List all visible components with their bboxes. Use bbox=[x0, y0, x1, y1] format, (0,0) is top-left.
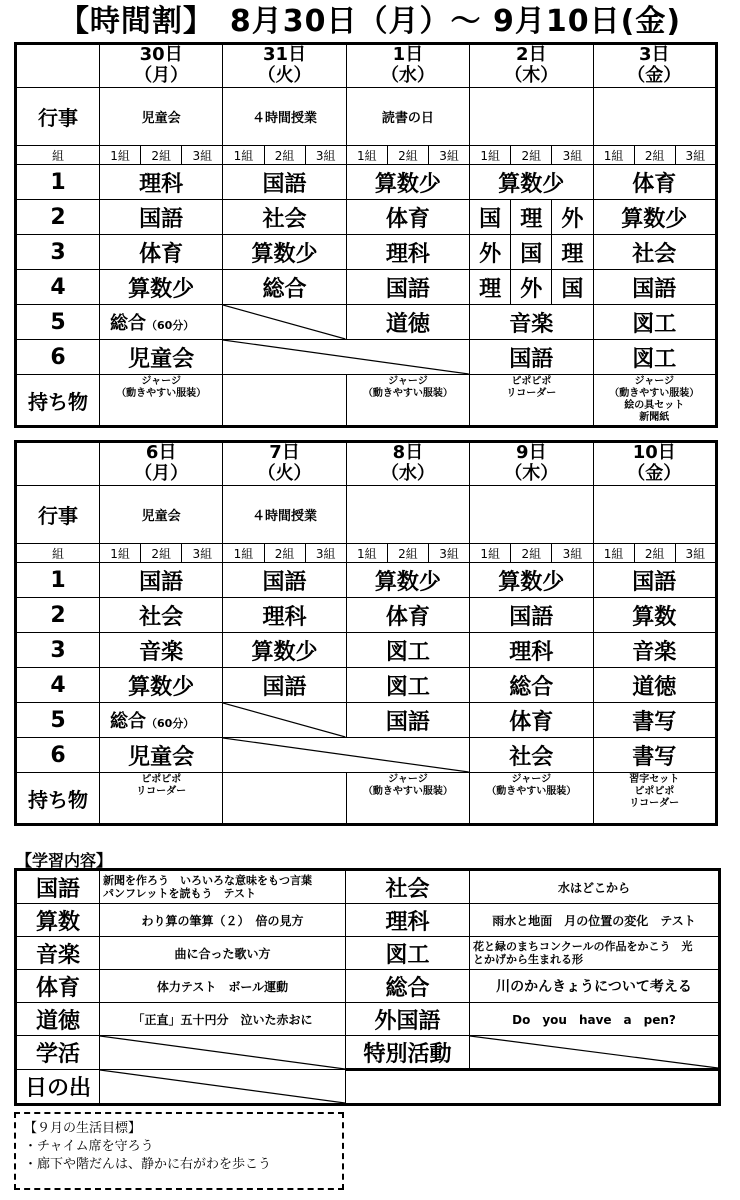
class-number: 1組 bbox=[470, 146, 511, 165]
corner-cell bbox=[16, 442, 100, 486]
item-line: ピポピポ bbox=[141, 774, 182, 785]
items-cell bbox=[470, 773, 593, 825]
subject-cell: 算数少 bbox=[346, 165, 469, 200]
class-number: 2組 bbox=[141, 146, 182, 165]
item-line: リコーダー bbox=[136, 786, 187, 797]
item-line: （動きやすい服装） bbox=[486, 786, 577, 797]
subject-cell: 児童会 bbox=[100, 340, 223, 375]
class-label: 組 bbox=[16, 544, 100, 563]
subject-cell: 図工 bbox=[593, 340, 717, 375]
day-of-week: （水） bbox=[380, 65, 435, 86]
period-number: 5 bbox=[16, 703, 100, 738]
item-line: （動きやすい服装） bbox=[362, 388, 453, 399]
day-header bbox=[346, 442, 469, 486]
item-line: ジャージ bbox=[511, 774, 552, 785]
subject-cell: 総合 bbox=[223, 270, 346, 305]
study-subject: 音楽 bbox=[16, 937, 100, 970]
study-topic: わり算の筆算（２） 倍の見方 bbox=[100, 904, 346, 937]
event-cell bbox=[470, 88, 593, 146]
subject-cell: 算数少 bbox=[593, 200, 717, 235]
subject-cell: 国 bbox=[470, 200, 511, 235]
subject-cell: 外 bbox=[552, 200, 593, 235]
class-number: 2組 bbox=[387, 146, 428, 165]
day-date: 1日 bbox=[392, 44, 424, 65]
class-number: 1組 bbox=[346, 544, 387, 563]
class-number: 1組 bbox=[470, 544, 511, 563]
day-header bbox=[100, 44, 223, 88]
class-number: 1組 bbox=[223, 544, 264, 563]
event-cell: 読書の日 bbox=[346, 88, 469, 146]
class-number: 3組 bbox=[429, 544, 470, 563]
day-header bbox=[470, 442, 593, 486]
day-header bbox=[346, 44, 469, 88]
subject-cell: 国語 bbox=[346, 703, 469, 738]
day-of-week: （木） bbox=[504, 463, 559, 484]
event-label: 行事 bbox=[16, 88, 100, 146]
class-number: 1組 bbox=[593, 146, 634, 165]
day-header bbox=[223, 44, 346, 88]
subject-cell: 国語 bbox=[470, 340, 593, 375]
subject-cell: 体育 bbox=[470, 703, 593, 738]
event-cell: ４時間授業 bbox=[223, 88, 346, 146]
study-subject: 国語 bbox=[16, 870, 100, 904]
subject-cell: 書写 bbox=[593, 738, 717, 773]
study-subject: 体育 bbox=[16, 970, 100, 1003]
day-date: 9日 bbox=[516, 442, 547, 463]
subject-cell: 国語 bbox=[223, 563, 346, 598]
item-line: （動きやすい服装） bbox=[609, 388, 700, 399]
empty-cell bbox=[100, 1070, 346, 1105]
study-topic: 新聞を作ろう いろいろな意味をもつ言葉 パンフレットを読もう テスト bbox=[100, 870, 346, 904]
empty-cell bbox=[223, 305, 346, 340]
subject-cell: 算数少 bbox=[470, 563, 593, 598]
day-date: 2日 bbox=[516, 44, 547, 65]
period-number: 2 bbox=[16, 598, 100, 633]
subject-cell: 外 bbox=[470, 235, 511, 270]
subject-cell: 理科 bbox=[223, 598, 346, 633]
subject-cell: 総合（60分） bbox=[100, 305, 223, 340]
day-of-week: （火） bbox=[257, 463, 312, 484]
items-cell bbox=[470, 375, 593, 427]
class-number: 2組 bbox=[264, 146, 305, 165]
subject-cell: 総合（60分） bbox=[100, 703, 223, 738]
subject-cell: 音楽 bbox=[100, 633, 223, 668]
subject-cell: 道徳 bbox=[346, 305, 469, 340]
class-number: 2組 bbox=[634, 146, 675, 165]
duration-note: （60分） bbox=[146, 319, 195, 332]
empty-cell bbox=[223, 703, 346, 738]
items-cell bbox=[100, 375, 223, 427]
empty-cell bbox=[223, 340, 470, 375]
study-subject: 外国語 bbox=[346, 1003, 470, 1036]
subject-cell: 国語 bbox=[223, 165, 346, 200]
subject-cell: 国語 bbox=[223, 668, 346, 703]
study-subject: 図工 bbox=[346, 937, 470, 970]
subject-cell: 図工 bbox=[346, 633, 469, 668]
event-cell bbox=[593, 486, 717, 544]
study-topic: 「正直」五十円分 泣いた赤おに bbox=[100, 1003, 346, 1036]
period-number: 4 bbox=[16, 270, 100, 305]
study-subject: 日の出 bbox=[16, 1070, 100, 1105]
period-number: 3 bbox=[16, 633, 100, 668]
subject-cell: 理科 bbox=[470, 633, 593, 668]
subject-cell: 社会 bbox=[470, 738, 593, 773]
class-label: 組 bbox=[16, 146, 100, 165]
study-topic: 曲に合った歌い方 bbox=[100, 937, 346, 970]
subject-cell: 体育 bbox=[346, 598, 469, 633]
day-of-week: （金） bbox=[627, 463, 682, 484]
items-cell bbox=[593, 773, 717, 825]
subject-cell: 書写 bbox=[593, 703, 717, 738]
period-number: 6 bbox=[16, 340, 100, 375]
study-topic: 雨水と地面 月の位置の変化 テスト bbox=[470, 904, 720, 937]
day-date: 30日 bbox=[139, 44, 183, 65]
day-of-week: （月） bbox=[134, 463, 189, 484]
empty-cell bbox=[223, 738, 470, 773]
duration-note: （60分） bbox=[146, 717, 195, 730]
period-number: 2 bbox=[16, 200, 100, 235]
subject-cell: 算数少 bbox=[223, 235, 346, 270]
subject-cell: 社会 bbox=[593, 235, 717, 270]
class-number: 3組 bbox=[675, 544, 716, 563]
day-header bbox=[100, 442, 223, 486]
item-line: ジャージ bbox=[141, 376, 181, 387]
study-heading: 【学習内容】 bbox=[16, 851, 113, 870]
event-cell: ４時間授業 bbox=[223, 486, 346, 544]
class-number: 1組 bbox=[223, 146, 264, 165]
class-number: 3組 bbox=[552, 146, 593, 165]
subject-cell: 算数少 bbox=[223, 633, 346, 668]
subject-cell: 国語 bbox=[470, 598, 593, 633]
day-date: 3日 bbox=[638, 44, 670, 65]
study-subject: 特別活動 bbox=[346, 1036, 470, 1070]
class-number: 2組 bbox=[511, 146, 552, 165]
class-number: 3組 bbox=[305, 146, 346, 165]
study-topic: 花と緑のまちコンクールの作品をかこう 光 とかげから生まれる形 bbox=[470, 937, 720, 970]
subject-cell: 国語 bbox=[346, 270, 469, 305]
item-line: 新聞紙 bbox=[639, 412, 670, 423]
subject-cell: 外 bbox=[511, 270, 552, 305]
day-date: 31日 bbox=[263, 44, 307, 65]
day-of-week: （火） bbox=[257, 65, 312, 86]
subject-cell: 総合 bbox=[470, 668, 593, 703]
class-number: 2組 bbox=[634, 544, 675, 563]
study-subject: 総合 bbox=[346, 970, 470, 1003]
day-header bbox=[593, 442, 717, 486]
day-header bbox=[593, 44, 717, 88]
class-number: 3組 bbox=[675, 146, 716, 165]
subject-cell: 児童会 bbox=[100, 738, 223, 773]
study-topic: Do you have a pen? bbox=[470, 1003, 720, 1036]
items-cell bbox=[346, 375, 469, 427]
study-content-table bbox=[14, 868, 721, 1106]
items-cell bbox=[223, 375, 346, 427]
subject-cell: 体育 bbox=[346, 200, 469, 235]
subject-cell: 社会 bbox=[223, 200, 346, 235]
subject-cell: 音楽 bbox=[470, 305, 593, 340]
subject-cell: 国 bbox=[552, 270, 593, 305]
day-date: 6日 bbox=[145, 442, 177, 463]
event-cell bbox=[593, 88, 717, 146]
class-number: 1組 bbox=[100, 146, 141, 165]
day-date: 7日 bbox=[269, 442, 300, 463]
period-number: 3 bbox=[16, 235, 100, 270]
subject-cell: 理科 bbox=[346, 235, 469, 270]
study-subject: 理科 bbox=[346, 904, 470, 937]
event-cell bbox=[470, 486, 593, 544]
life-goals-box bbox=[14, 1112, 344, 1190]
subject-cell: 理 bbox=[552, 235, 593, 270]
day-of-week: （水） bbox=[380, 463, 435, 484]
item-line: （動きやすい服装） bbox=[116, 388, 207, 399]
item-line: ジャージ bbox=[388, 376, 428, 387]
class-number: 3組 bbox=[182, 544, 223, 563]
subject-cell: 図工 bbox=[346, 668, 469, 703]
class-number: 2組 bbox=[264, 544, 305, 563]
event-cell bbox=[346, 486, 469, 544]
corner-cell bbox=[16, 44, 100, 88]
day-date: 10日 bbox=[632, 442, 676, 463]
event-cell: 児童会 bbox=[100, 88, 223, 146]
items-cell bbox=[346, 773, 469, 825]
items-cell bbox=[593, 375, 717, 427]
empty-cell bbox=[100, 1036, 346, 1070]
class-number: 3組 bbox=[182, 146, 223, 165]
items-cell bbox=[223, 773, 346, 825]
item-line: （動きやすい服装） bbox=[362, 786, 453, 797]
subject-cell: 算数少 bbox=[100, 668, 223, 703]
item-line: ピポピポ bbox=[511, 376, 552, 387]
study-subject: 学活 bbox=[16, 1036, 100, 1070]
items-label: 持ち物 bbox=[16, 375, 100, 427]
class-number: 1組 bbox=[593, 544, 634, 563]
subject-cell: 理 bbox=[470, 270, 511, 305]
study-topic: 水はどこから bbox=[470, 870, 720, 904]
blank-area bbox=[346, 1070, 720, 1105]
class-number: 3組 bbox=[552, 544, 593, 563]
subject-cell: 算数少 bbox=[100, 270, 223, 305]
subject-cell: 国語 bbox=[100, 563, 223, 598]
subject-cell: 算数少 bbox=[470, 165, 593, 200]
day-header bbox=[470, 44, 593, 88]
study-topic: 川のかんきょうについて考える bbox=[470, 970, 720, 1003]
event-cell: 児童会 bbox=[100, 486, 223, 544]
day-of-week: （木） bbox=[504, 65, 559, 86]
day-of-week: （金） bbox=[627, 65, 682, 86]
item-line: 習字セット bbox=[629, 774, 680, 785]
class-number: 1組 bbox=[100, 544, 141, 563]
subject-cell: 国 bbox=[511, 235, 552, 270]
subject-cell: 社会 bbox=[100, 598, 223, 633]
day-header bbox=[223, 442, 346, 486]
class-number: 1組 bbox=[346, 146, 387, 165]
week1-table bbox=[14, 42, 718, 428]
item-line: リコーダー bbox=[629, 798, 680, 809]
page-title: 【時間割】 8月30日（月）～ 9月10日(金) bbox=[58, 4, 682, 39]
subject-cell: 理 bbox=[511, 200, 552, 235]
empty-cell bbox=[470, 1036, 720, 1070]
subject-cell: 算数少 bbox=[346, 563, 469, 598]
subject-cell: 国語 bbox=[593, 563, 717, 598]
item-line: リコーダー bbox=[506, 388, 557, 399]
life-goals-title: 【９月の生活目標】 bbox=[24, 1121, 142, 1136]
items-cell bbox=[100, 773, 223, 825]
class-number: 2組 bbox=[141, 544, 182, 563]
subject-cell: 体育 bbox=[593, 165, 717, 200]
item-line: ジャージ bbox=[634, 376, 675, 387]
class-number: 2組 bbox=[387, 544, 428, 563]
item-line: ジャージ bbox=[388, 774, 428, 785]
items-label: 持ち物 bbox=[16, 773, 100, 825]
day-of-week: （月） bbox=[134, 65, 189, 86]
item-line: 絵の具セット bbox=[624, 400, 685, 411]
period-number: 1 bbox=[16, 563, 100, 598]
subject-cell: 体育 bbox=[100, 235, 223, 270]
period-number: 6 bbox=[16, 738, 100, 773]
subject-cell: 理科 bbox=[100, 165, 223, 200]
study-subject: 算数 bbox=[16, 904, 100, 937]
life-goal-1: ・チャイム席を守ろう bbox=[24, 1139, 154, 1154]
period-number: 4 bbox=[16, 668, 100, 703]
subject-cell: 国語 bbox=[593, 270, 717, 305]
subject-cell: 国語 bbox=[100, 200, 223, 235]
study-subject: 道徳 bbox=[16, 1003, 100, 1036]
event-label: 行事 bbox=[16, 486, 100, 544]
subject-cell: 図工 bbox=[593, 305, 717, 340]
subject-cell: 音楽 bbox=[593, 633, 717, 668]
class-number: 2組 bbox=[511, 544, 552, 563]
study-subject: 社会 bbox=[346, 870, 470, 904]
subject-cell: 算数 bbox=[593, 598, 717, 633]
day-date: 8日 bbox=[392, 442, 424, 463]
study-topic: 体力テスト ボール運動 bbox=[100, 970, 346, 1003]
subject-cell: 道徳 bbox=[593, 668, 717, 703]
period-number: 5 bbox=[16, 305, 100, 340]
class-number: 3組 bbox=[305, 544, 346, 563]
life-goal-2: ・廊下や階だんは、静かに右がわを歩こう bbox=[24, 1157, 272, 1172]
period-number: 1 bbox=[16, 165, 100, 200]
class-number: 3組 bbox=[429, 146, 470, 165]
item-line: ピポピポ bbox=[634, 786, 675, 797]
week2-table bbox=[14, 440, 718, 826]
